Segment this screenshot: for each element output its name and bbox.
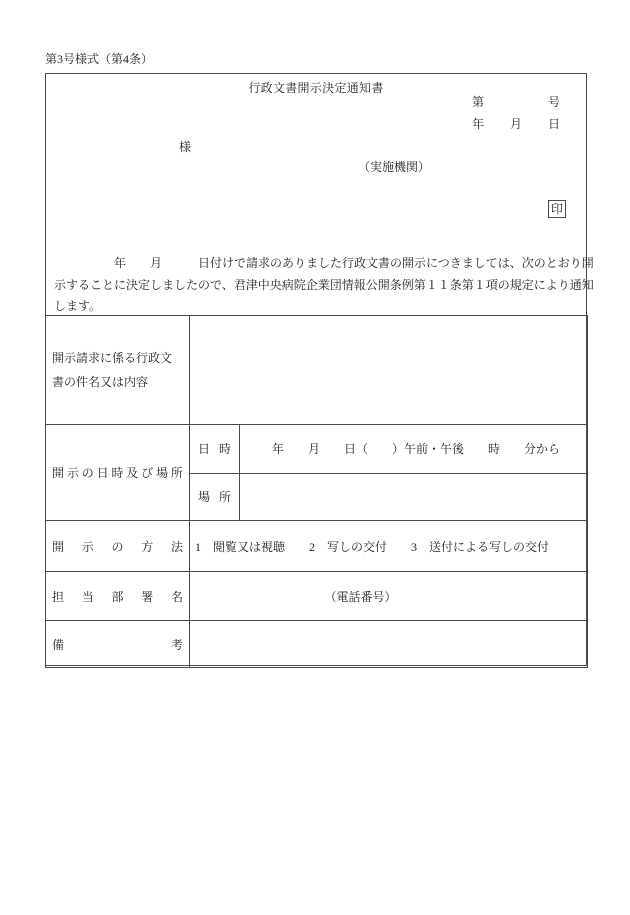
request-value-cell	[190, 316, 588, 425]
form-style-label: 第3号様式（第4条）	[45, 52, 154, 66]
body-line-1: 年 月 日付けで請求のありました行政文書の開示につきましては、次のとおり開	[54, 256, 594, 270]
datetime-label-cell	[190, 425, 240, 474]
table-row-request	[46, 316, 588, 425]
addressee-suffix: 様	[179, 140, 192, 154]
body-line-2: 示することに決定しましたので、君津中央病院企業団情報公開条例第１１条第１項の規定により通知	[54, 277, 594, 292]
datetime-value: 年 月 日（ ）午前・午後 時 分から	[272, 442, 561, 457]
table-row-datetime	[46, 425, 588, 474]
body-line-3: します。	[54, 299, 102, 313]
document-number-line	[472, 93, 560, 110]
body-paragraph	[54, 253, 594, 318]
remarks-label: 備 考	[52, 637, 183, 652]
table-row-remarks	[46, 621, 588, 668]
table-row-department	[46, 572, 588, 621]
request-label-cell	[46, 316, 190, 425]
department-label: 担 当 部 署 名	[52, 589, 183, 604]
document-title: 行政文書開示決定通知書	[248, 81, 384, 95]
place-value-cell	[240, 473, 588, 521]
datetime-label: 日 時	[198, 442, 231, 457]
method-value-cell	[190, 521, 588, 572]
remarks-label-cell	[46, 621, 190, 668]
form-header	[46, 74, 594, 315]
method-value: 1 閲覧又は視聴 2 写しの交付 3 送付による写しの交付	[195, 539, 550, 554]
department-value: （電話番号）	[324, 589, 397, 604]
disclosure-table	[45, 315, 588, 668]
place-label-cell	[190, 473, 240, 521]
place-label: 場 所	[198, 490, 231, 505]
remarks-value-cell	[190, 621, 588, 668]
method-label-cell	[46, 521, 190, 572]
department-value-cell	[190, 572, 588, 621]
datetime-value-cell	[240, 425, 588, 474]
implementing-agency-label: （実施機関）	[358, 160, 431, 174]
table-row-method	[46, 521, 588, 572]
request-label: 開示請求に係る行政文書の件名又は内容	[52, 351, 173, 389]
method-label: 開 示 の 方 法	[52, 539, 183, 554]
datetime-place-label-cell	[46, 425, 190, 521]
department-label-cell	[46, 572, 190, 621]
document-number-suffix: 号	[547, 95, 560, 109]
seal-mark: 印	[548, 200, 566, 218]
document-number-prefix: 第	[472, 95, 485, 109]
document-date-line: 年 月 日	[472, 117, 560, 131]
datetime-place-label: 開 示 の 日 時 及 び 場 所	[52, 466, 183, 480]
